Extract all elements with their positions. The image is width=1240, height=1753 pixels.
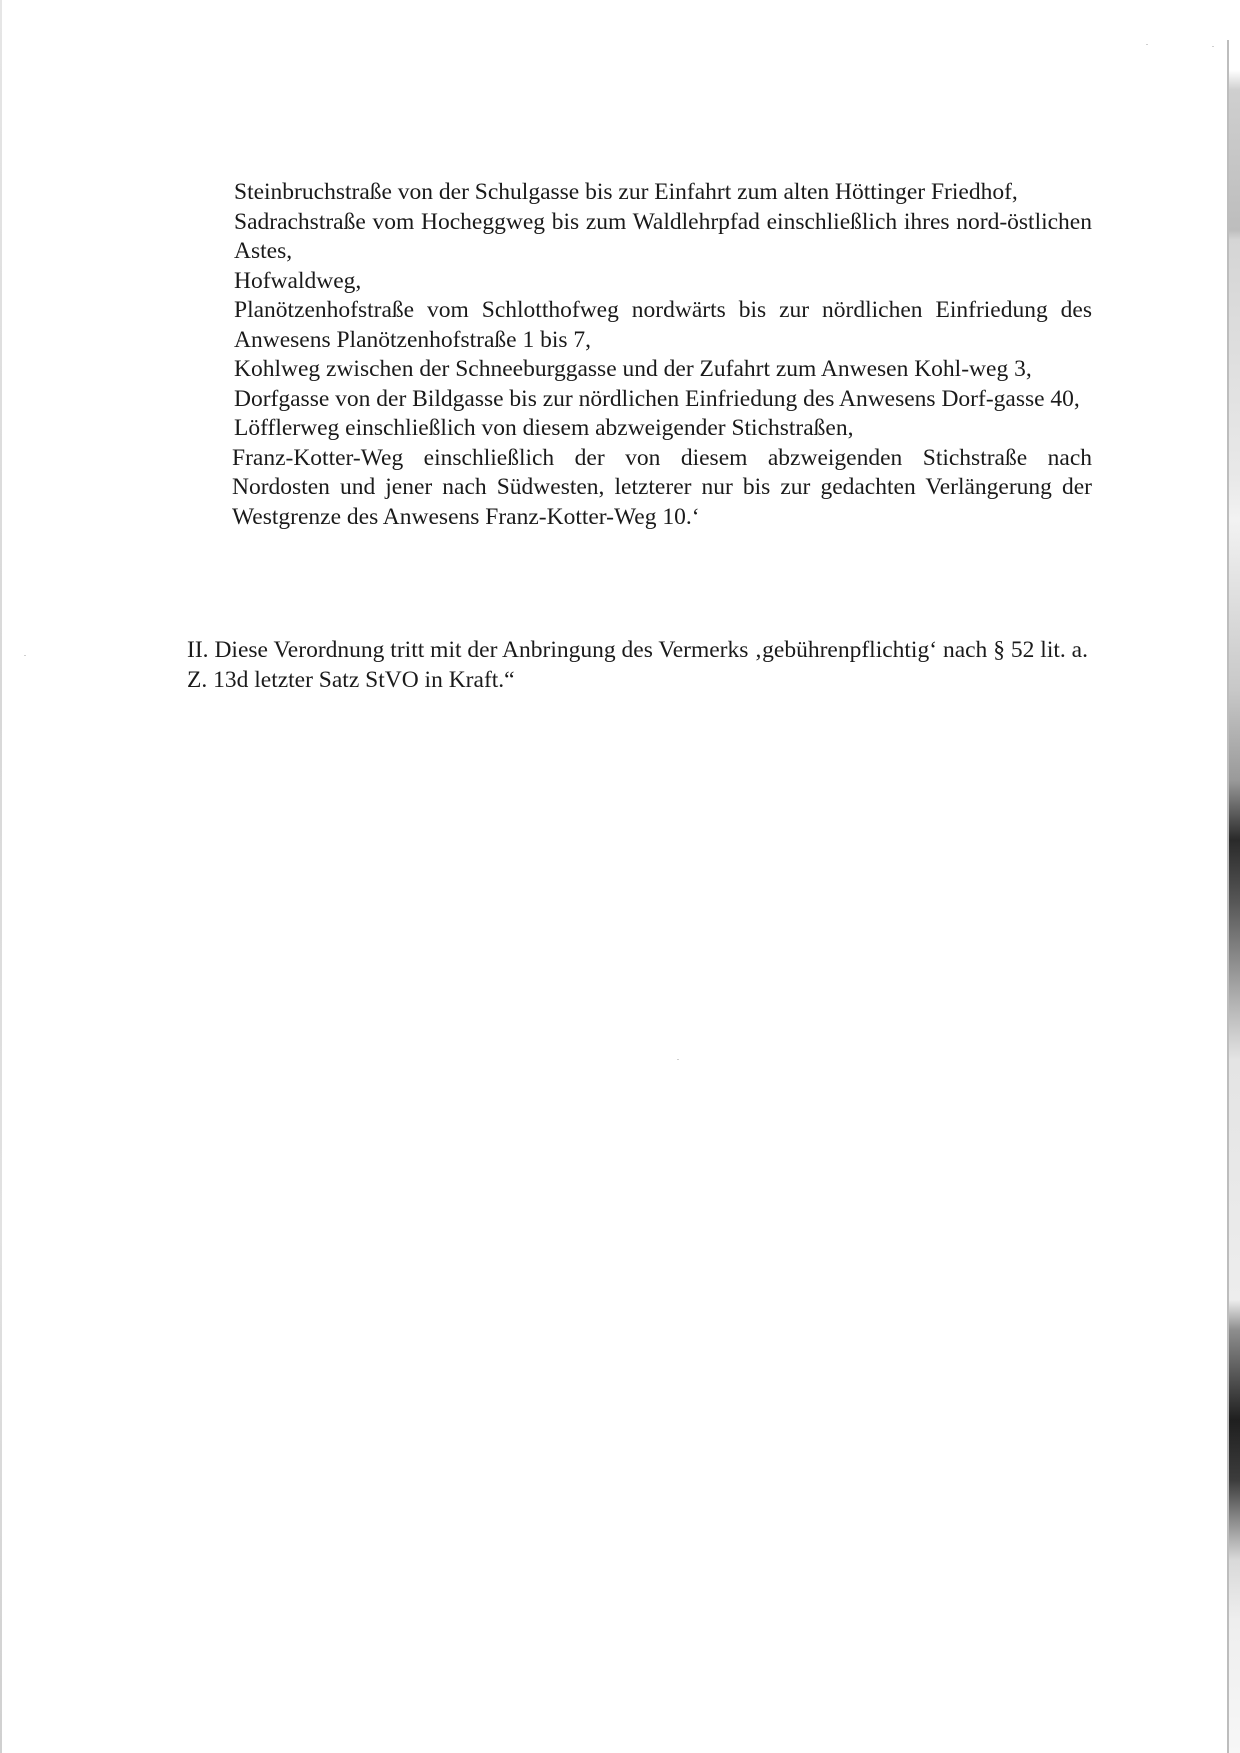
street-list-item: Steinbruchstraße von der Schulgasse bis zur Einfahrt zum alten Höttinger Friedhof, [234,179,1018,205]
scan-speck [1146,44,1148,45]
street-list-item: Kohlweg zwischen der Schneeburggasse und der Zufahrt zum Anwesen Kohl-weg 3, [234,356,1032,382]
street-list-item: Löfflerweg einschließlich von diesem abzweigender Stichstraßen, [234,415,854,441]
scan-left-edge [0,0,2,1753]
street-list [234,178,1092,532]
street-list-item: Planötzenhofstraße vom Schlotthofweg nordwärts bis zur nördlichen Einfriedung des Anwesens Planötzenhofstraße 1 bis 7, [234,297,1092,353]
street-list-item: Franz-Kotter-Weg einschließlich der von diesem abzweigenden Stichstraße nach Nordosten und jener nach Südwesten, letzterer nur bis zur gedachten Verlängerung der Westgrenze des Anwesens Franz-Kotter-Weg 10.‘ [232,444,1092,530]
scan-speck [1212,46,1214,47]
scan-right-strip [1229,0,1240,1753]
street-list-item: Sadrachstraße vom Hocheggweg bis zum Waldlehrpfad einschließlich ihres nord-östlichen Astes, [234,208,1092,264]
street-list-item: Hofwaldweg, [234,267,362,294]
street-list-item: Dorfgasse von der Bildgasse bis zur nördlichen Einfriedung des Anwesens Dorf-gasse 40, [234,385,1080,412]
section-two-paragraph: II. Diese Verordnung tritt mit der Anbringung des Vermerks ‚gebührenpflichtig‘ nach § 52 lit. a. Z. 13d letzter Satz StVO in Kraft.“ [187,637,1088,693]
scan-speck [677,1059,679,1060]
scan-speck [24,655,26,656]
